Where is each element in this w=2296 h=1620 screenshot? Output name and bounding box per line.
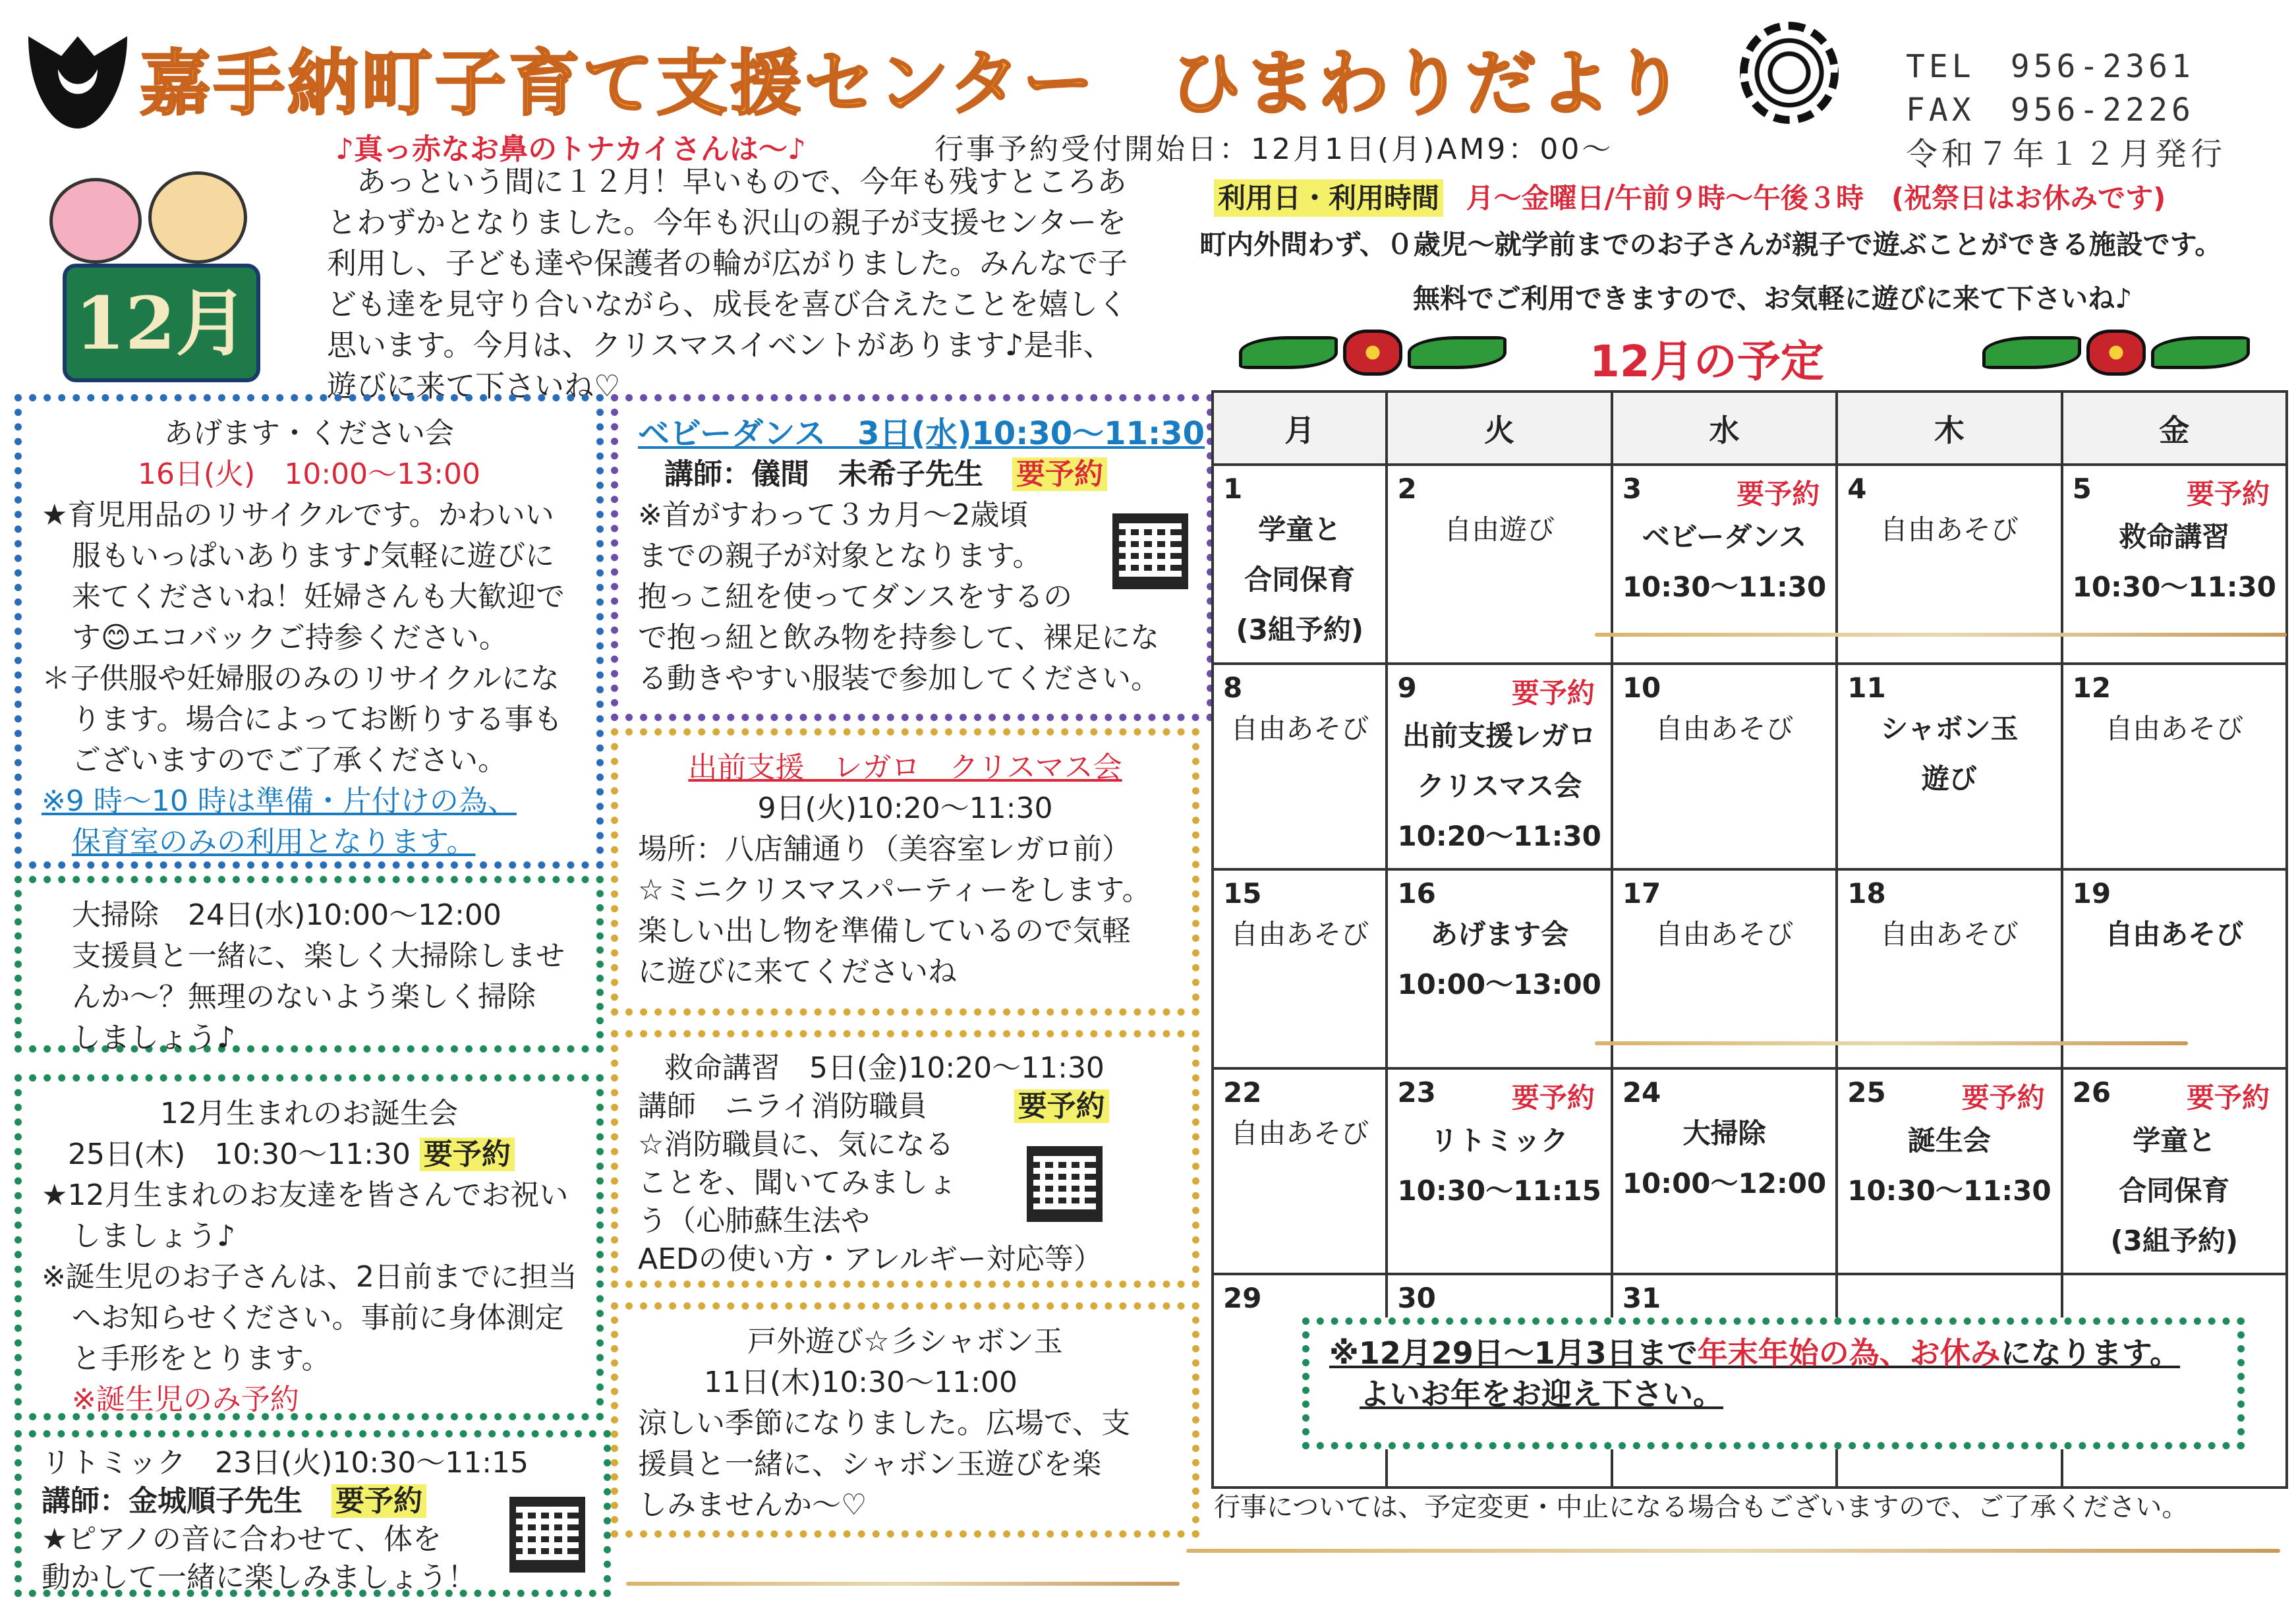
rhythmic-title: リトミック 23日(火)10:30～11:15: [42, 1446, 529, 1480]
bead-garland: [1186, 1549, 2280, 1553]
intro-line: 思います。今月は、クリスマスイベントがあります♪是非、: [327, 328, 1113, 362]
december-illustration: [30, 165, 306, 395]
intro-line: 利用し、子ども達や保護者の輪が広がりました。みんなで子: [327, 246, 1128, 281]
calendar-week: [1213, 1068, 2287, 1274]
free-text: 無料でご利用できますので、お気軽に遊びに来て下さいね♪: [1413, 283, 2133, 314]
agemasu-line: 服もいっぱいあります♪気軽に遊びに: [72, 539, 555, 573]
lifesaving-line: AEDの使い方・アレルギー対応等）: [638, 1242, 1103, 1276]
weekday-header: 金: [2062, 391, 2287, 465]
day-number: 24: [1622, 1076, 1661, 1109]
calendar-day-cell: [1213, 1068, 1387, 1274]
babydance-box: [611, 394, 1214, 721]
day-event-text: 学童と: [1258, 513, 1342, 546]
day-event-text: 自由あそび: [1880, 513, 2019, 546]
calendar-day-cell: [1837, 1068, 2061, 1274]
qr-code[interactable]: [509, 1497, 585, 1573]
demae-line: ☆ミニクリスマスパーティーをします。: [638, 873, 1151, 907]
reserve-badge: 要予約: [1012, 457, 1107, 491]
calendar-day-cell: [1837, 869, 2061, 1068]
day-event-text: 自由あそび: [1230, 712, 1369, 745]
day-event-text: 自由あそび: [1230, 1117, 1369, 1149]
day-event-text: 10:30～11:30: [1622, 571, 1827, 603]
day-header: [1397, 1076, 1601, 1116]
day-event-text: 合同保育: [2119, 1174, 2230, 1207]
lifesaving-line: ことを、聞いてみましょ: [638, 1166, 957, 1200]
star-garland: [626, 1582, 1180, 1586]
agemasu-date: 16日(火) 10:00～13:00: [138, 457, 480, 491]
day-number: 17: [1622, 877, 1661, 910]
weekday-header: 水: [1612, 391, 1837, 465]
day-event-text: 誕生会: [1907, 1124, 1991, 1157]
babydance-line: までの親子が対象となります。: [638, 539, 1042, 573]
day-header: [1397, 877, 1601, 910]
day-number: 29: [1223, 1282, 1262, 1314]
day-header: [1847, 473, 2051, 505]
reserve-required-label: 要予約: [1511, 1082, 1595, 1114]
birthday-line: と手形をとります。: [72, 1342, 331, 1375]
bubbles-line: しみませんか～♡: [638, 1488, 867, 1522]
calendar-day-cell: [1213, 465, 1387, 664]
hours-label: 利用日・利用時間: [1214, 179, 1443, 217]
day-header: [2073, 1076, 2276, 1116]
bead-garland: [1595, 1041, 2188, 1045]
day-number: 23: [1397, 1076, 1436, 1109]
day-event-text: 出前支援レガロ: [1402, 720, 1597, 752]
bubbles-title: 戸外遊び☆彡シャボン玉: [747, 1325, 1063, 1358]
agemasu-note: ※9 時～10 時は準備・片付けの為、: [42, 784, 517, 818]
demae-line: 楽しい出し物を準備しているので気軽: [638, 914, 1131, 948]
day-header: [1847, 1076, 2051, 1116]
day-header: [1397, 672, 1601, 711]
day-number: 25: [1847, 1076, 1886, 1109]
day-number: 10: [1622, 672, 1661, 704]
calendar-day-cell: [1612, 1068, 1837, 1274]
intro-line: とわずかとなりました。今年も沢山の親子が支援センターを: [327, 205, 1127, 240]
day-header: [2073, 672, 2276, 704]
day-header: [1223, 877, 1376, 910]
day-event-text: 自由遊び: [1444, 513, 1555, 546]
day-event-text: あげます会: [1430, 918, 1569, 950]
day-header: [1622, 1282, 1826, 1314]
cleaning-box: [14, 876, 604, 1053]
reserve-required-label: 要予約: [2186, 478, 2270, 510]
day-header: [1847, 877, 2051, 910]
calendar-day-cell: [1387, 664, 1611, 869]
day-header: [1397, 1282, 1601, 1314]
day-header: [1622, 1076, 1826, 1109]
birthday-line: へお知らせください。事前に身体測定: [72, 1301, 564, 1335]
cleaning-line: しましょう♪: [72, 1021, 236, 1055]
calendar-day-cell: [1387, 1068, 1611, 1274]
day-event-text: 救命講習: [2119, 521, 2230, 553]
demae-box: [611, 728, 1199, 1016]
holiday-notice-text: になります。: [2000, 1335, 2181, 1371]
day-event-text: 自由あそび: [2105, 712, 2244, 745]
day-number: 26: [2072, 1076, 2111, 1109]
day-number: 12: [2072, 672, 2111, 704]
day-number: 15: [1223, 877, 1262, 910]
day-event-text: 自由あそび: [1880, 918, 2019, 950]
birthday-line: しましょう♪: [72, 1219, 236, 1253]
birthday-date: 25日(木) 10:30～11:30: [68, 1138, 411, 1171]
birthday-title: 12月生まれのお誕生会: [160, 1097, 458, 1130]
day-number: 3: [1622, 473, 1642, 505]
day-event-text: シャボン玉: [1880, 712, 2019, 745]
weekday-header: 火: [1387, 391, 1611, 465]
agemasu-line: 来てくださいね！妊婦さんも大歓迎で: [72, 580, 565, 614]
day-number: 16: [1397, 877, 1436, 910]
agemasu-line: ★育児用品のリサイクルです。かわいい: [42, 498, 554, 532]
poinsettia-icon: [1965, 330, 2268, 376]
day-event-text: 自由あそび: [1230, 918, 1369, 950]
holiday-greeting: よいお年をお迎え下さい。: [1360, 1376, 1723, 1412]
day-header: [2073, 877, 2276, 910]
day-header: [1223, 672, 1376, 704]
demae-title: 出前支援 レガロ クリスマス会: [688, 751, 1122, 784]
hours-value: 月～金曜日/午前９時～午後３時 (祝祭日はお休みです): [1466, 182, 2166, 214]
reserve-required-label: 要予約: [2186, 1082, 2270, 1114]
calendar-day-cell: [1612, 664, 1837, 869]
intro-line: 遊びに来て下さいね♡: [327, 368, 621, 403]
day-event-text: 学童と: [2133, 1124, 2216, 1157]
reserve-badge: 要予約: [1014, 1089, 1109, 1123]
cleaning-line: 支援員と一緒に、楽しく大掃除しませ: [72, 939, 565, 973]
demae-line: 場所：八店舗通り（美容室レガロ前）: [638, 832, 1131, 866]
demae-date: 9日(火)10:20～11:30: [757, 792, 1053, 825]
day-event-text: ベビーダンス: [1642, 521, 1807, 553]
qr-code[interactable]: [1027, 1146, 1103, 1222]
lifesaving-title: 救命講習 5日(金)10:20～11:30: [664, 1051, 1105, 1085]
day-number: 8: [1223, 672, 1243, 704]
reserve-badge: 要予約: [420, 1138, 515, 1171]
holiday-notice-text: ※12月29日～1月3日まで: [1329, 1335, 1698, 1371]
agemasu-line: す😊エコバックご持参ください。: [72, 621, 508, 654]
lifesaving-teacher: 講師 ニライ消防職員: [638, 1089, 927, 1123]
day-event-text: 10:00～13:00: [1397, 968, 1601, 1000]
birthday-line: ※誕生児のお子さんは、2日前までに担当: [42, 1260, 577, 1294]
bubbles-line: 涼しい季節になりました。広場で、支: [638, 1406, 1131, 1440]
weekday-header: 月: [1213, 391, 1387, 465]
holiday-notice: [1302, 1317, 2245, 1449]
schedule-title: 12月の予定: [1590, 336, 1824, 387]
day-number: 31: [1622, 1282, 1661, 1314]
agemasu-note: 保育室のみの利用となります。: [72, 825, 476, 859]
day-number: 9: [1397, 672, 1417, 704]
qr-code[interactable]: [1112, 513, 1188, 589]
day-header: [1223, 1076, 1376, 1109]
lifesaving-line: ☆消防職員に、気になる: [638, 1128, 954, 1161]
day-number: 4: [1847, 473, 1867, 505]
day-header: [1847, 672, 2051, 704]
day-number: 19: [2072, 877, 2111, 910]
day-event-text: (3組予約): [2110, 1225, 2239, 1257]
cleaning-title: 大掃除 24日(水)10:00～12:00: [72, 898, 502, 932]
intro-line: あっという間に１２月！早いもので、今年も残すところあ: [327, 164, 1127, 199]
day-event-text: 大掃除: [1682, 1117, 1766, 1149]
day-event-text: 自由あそび: [1655, 918, 1794, 950]
birthday-note: ※誕生児のみ予約: [72, 1383, 299, 1416]
day-event-text: 遊び: [1921, 763, 1977, 795]
calendar-day-cell: [1837, 664, 2061, 869]
day-header: [1622, 877, 1826, 910]
day-event-text: 合同保育: [1244, 564, 1356, 596]
newsletter-title: 嘉手納町子育て支援センター ひまわりだより: [140, 43, 1687, 125]
day-header: [1223, 1282, 1376, 1314]
tel-number: TEL 956-2361: [1906, 48, 2195, 85]
day-event-text: 10:30～11:30: [2072, 571, 2276, 603]
agemasu-line: ございますのでご了承ください。: [72, 743, 507, 777]
birthday-line: ★12月生まれのお友達を皆さんでお祝い: [42, 1178, 569, 1212]
holiday-notice-highlight: 年末年始の為、お休み: [1697, 1335, 2001, 1371]
reserve-required-label: 要予約: [1511, 677, 1595, 709]
day-event-text: 自由あそび: [1655, 712, 1794, 745]
intro-line: ども達を見守り合いながら、成長を喜び合えたことを嬉しく: [327, 287, 1128, 322]
day-number: 30: [1397, 1282, 1436, 1314]
agemasu-line: ＊子供服や妊婦服のみのリサイクルにな: [42, 662, 560, 695]
rhythmic-line: 動かして一緒に楽しみましょう！: [42, 1561, 476, 1594]
day-event-text: リトミック: [1430, 1124, 1568, 1157]
calendar-week: [1213, 869, 2287, 1068]
intro-text: [327, 161, 1128, 407]
day-event-text: 10:30～11:15: [1397, 1174, 1601, 1207]
bubbles-box: [611, 1302, 1199, 1538]
day-header: [1622, 473, 1826, 512]
bubbles-line: 援員と一緒に、シャボン玉遊びを楽: [638, 1447, 1102, 1481]
day-event-text: (3組予約): [1236, 614, 1364, 646]
calendar-day-cell: [1213, 664, 1387, 869]
day-number: 18: [1847, 877, 1886, 910]
calendar-day-cell: [2062, 664, 2287, 869]
demae-line: に遊びに来てくださいね: [638, 955, 957, 989]
day-number: 11: [1847, 672, 1886, 704]
day-header: [2073, 473, 2276, 512]
reservation-start: 行事予約受付開始日：12月1日(月)AM9：00～: [934, 132, 1614, 166]
agemasu-line: ります。場合によってお断りする事も: [72, 703, 563, 736]
babydance-line: る動きやすい服装で参加してください。: [638, 662, 1160, 695]
rhythmic-line: ★ピアノの音に合わせて、体を: [42, 1522, 442, 1556]
day-number: 2: [1397, 473, 1417, 505]
babydance-line: 抱っこ紐を使ってダンスをするの: [638, 580, 1073, 614]
day-number: 5: [2072, 473, 2092, 505]
calendar-day-cell: [2062, 869, 2287, 1068]
day-event-text: 10:00～12:00: [1622, 1167, 1827, 1200]
poinsettia-icon: [1221, 330, 1524, 376]
babydance-line: ※首がすわって３カ月～2歳頃: [638, 498, 1029, 532]
bubbles-date: 11日(木)10:30～11:00: [704, 1366, 1018, 1399]
target-text: 町内外問わず、０歳児～就学前までのお子さんが親子で遊ぶことができる施設です。: [1199, 229, 2222, 260]
babydance-title: ベビーダンス 3日(水)10:30～11:30: [638, 415, 1205, 452]
fax-number: FAX 956-2226: [1906, 92, 2195, 129]
agemasu-box: [14, 394, 604, 869]
babydance-line: で抱っ紐と飲み物を持参して、裸足にな: [638, 621, 1160, 654]
calendar-day-cell: [1387, 465, 1611, 664]
star-garland: [1595, 633, 2287, 637]
day-number: 1: [1223, 473, 1243, 505]
day-number: 22: [1223, 1076, 1262, 1109]
lifesaving-line: う（心肺蘇生法や: [638, 1204, 870, 1238]
center-emblem: [1740, 22, 1839, 124]
footer-note: 行事については、予定変更・中止になる場合もございますので、ご了承ください。: [1214, 1492, 2189, 1522]
birthday-box: [14, 1074, 604, 1420]
day-event-text: 自由あそび: [2105, 918, 2244, 950]
day-event-text: 10:30～11:30: [1847, 1174, 2052, 1207]
day-event-text: 10:20～11:30: [1397, 820, 1601, 852]
day-event-text: クリスマス会: [1416, 770, 1582, 802]
calendar-day-cell: [1387, 869, 1611, 1068]
cleaning-line: んか～？無理のないよう楽しく掃除: [72, 980, 536, 1014]
day-header: [1223, 473, 1376, 505]
rhythmic-box: [14, 1430, 611, 1597]
calendar-day-cell: [1213, 869, 1387, 1068]
subtitle: ♪真っ赤なお鼻のトナカイさんは～♪: [335, 132, 806, 166]
calendar-day-cell: [1612, 869, 1837, 1068]
calendar-week: [1213, 664, 2287, 869]
babydance-teacher: 講師：儀間 未希子先生: [664, 457, 983, 491]
lifesaving-box: [611, 1030, 1199, 1288]
day-header: [1622, 672, 1826, 704]
town-logo: [22, 30, 134, 135]
month-label: 12月: [63, 264, 260, 382]
weekday-header: 木: [1837, 391, 2061, 465]
day-header: [1397, 473, 1601, 505]
reserve-required-label: 要予約: [1961, 1082, 2045, 1114]
agemasu-title: あげます・ください会: [164, 417, 454, 450]
calendar-day-cell: [2062, 1068, 2287, 1274]
issue-date: 令和７年１２月発行: [1906, 136, 2227, 173]
reserve-required-label: 要予約: [1736, 478, 1820, 510]
reserve-badge: 要予約: [331, 1484, 426, 1518]
rhythmic-teacher: 講師：金城順子先生: [42, 1484, 302, 1518]
